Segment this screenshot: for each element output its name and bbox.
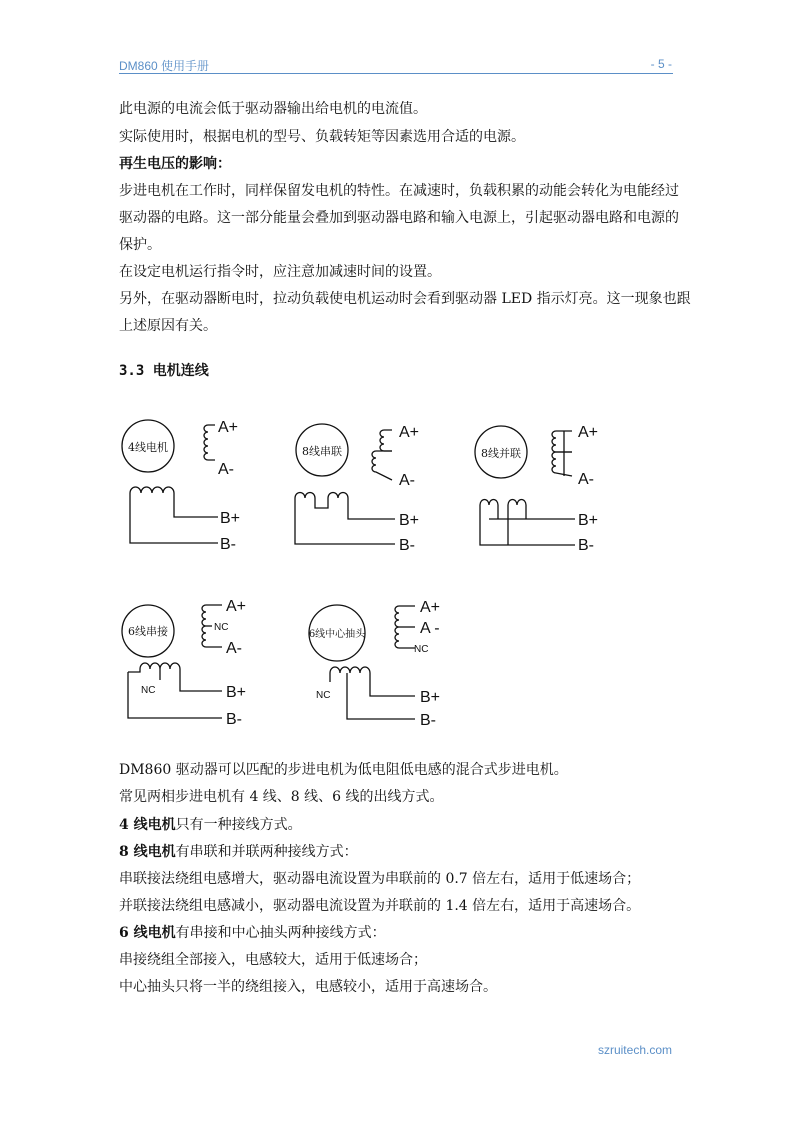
diagram-6-wire-series-label: 6线串接 bbox=[128, 625, 168, 638]
paragraph-line: 中心抽头只将一半的绕组接入，电感较小，适用于高速场合。 bbox=[119, 979, 497, 995]
label-a-plus: A+ bbox=[218, 419, 239, 436]
diagram-6-wire-center-tap-label: 6线中心抽头 bbox=[308, 629, 366, 640]
label-a-minus: A- bbox=[226, 640, 242, 657]
label-b-minus: B- bbox=[578, 537, 594, 554]
paragraph-line bbox=[119, 815, 302, 835]
label-a-plus: A+ bbox=[420, 599, 441, 616]
paragraph-line: 驱动器的电路。这一部分能量会叠加到驱动器电路和输入电源上，引起驱动器电路和电源的 bbox=[119, 210, 679, 226]
footer-website: szruitech.com bbox=[597, 1043, 672, 1057]
paragraph-line: 步进电机在工作时，同样保留发电机的特性。在减速时，负载积累的动能会转化为电能经过 bbox=[119, 183, 679, 199]
diagram-8-wire-parallel-label: 8线并联 bbox=[481, 447, 521, 460]
diagram-6-wire-series bbox=[122, 605, 222, 718]
label-nc: NC bbox=[316, 690, 331, 701]
diagram-4-wire bbox=[122, 420, 218, 543]
label-a-minus: A- bbox=[578, 471, 594, 488]
label-b-minus: B- bbox=[399, 537, 415, 554]
paragraph-line bbox=[119, 923, 386, 943]
paragraph-line: 此电源的电流会低于驱动器输出给电机的电流值。 bbox=[119, 101, 427, 117]
paragraph-line: 上述原因有关。 bbox=[119, 318, 217, 334]
label-a-minus: A- bbox=[399, 472, 415, 489]
paragraph-line: 实际使用时，根据电机的型号、负载转矩等因素选用合适的电源。 bbox=[119, 129, 525, 145]
paragraph-line: 在设定电机运行指令时，应注意加减速时间的设置。 bbox=[119, 264, 441, 280]
label-b-minus: B- bbox=[220, 536, 236, 553]
label-b-plus: B+ bbox=[220, 510, 241, 527]
term-4-wire-desc: 只有一种接线方式。 bbox=[175, 817, 302, 833]
paragraph-line: 常见两相步进电机有 4 线、8 线、6 线的出线方式。 bbox=[119, 789, 444, 805]
diagram-8-wire-parallel bbox=[475, 426, 575, 545]
label-b-minus: B- bbox=[226, 711, 242, 728]
diagram-8-wire-series bbox=[295, 424, 395, 544]
label-nc: NC bbox=[214, 622, 229, 633]
term-4-wire: 4 线电机 bbox=[119, 817, 176, 833]
label-a-plus: A+ bbox=[399, 424, 420, 441]
term-8-wire-desc: 有串联和并联两种接线方式： bbox=[175, 844, 358, 860]
section-title: 3.3 电机连线 bbox=[119, 363, 209, 379]
term-6-wire-desc: 有串接和中心抽头两种接线方式： bbox=[175, 925, 386, 941]
paragraph-line: 另外，在驱动器断电时，拉动负载使电机运动时会看到驱动器 LED 指示灯亮。这一现象也跟 bbox=[119, 291, 691, 307]
paragraph-line: 保护。 bbox=[119, 237, 161, 253]
label-a-minus: A- bbox=[218, 461, 234, 478]
label-a-plus: A+ bbox=[578, 424, 599, 441]
diagram-4-wire-label: 4线电机 bbox=[128, 441, 168, 454]
paragraph-line: 串接绕组全部接入，电感较大，适用于低速场合； bbox=[119, 952, 427, 968]
label-a-minus: A - bbox=[420, 620, 440, 637]
label-a-plus: A+ bbox=[226, 598, 247, 615]
term-8-wire: 8 线电机 bbox=[119, 844, 176, 860]
diagram-6-wire-center-tap bbox=[309, 605, 415, 719]
paragraph-line bbox=[119, 842, 358, 862]
label-b-minus: B- bbox=[420, 712, 436, 729]
label-b-plus: B+ bbox=[420, 689, 441, 706]
header-title: DM860 使用手册 bbox=[119, 59, 210, 73]
term-6-wire: 6 线电机 bbox=[119, 925, 176, 941]
diagram-8-wire-series-label: 8线串联 bbox=[302, 445, 342, 458]
label-nc: NC bbox=[141, 685, 156, 696]
label-nc: NC bbox=[414, 644, 429, 655]
paragraph-line: 并联接法绕组电感减小，驱动器电流设置为并联前的 1.4 倍左右，适用于高速场合。 bbox=[119, 898, 641, 914]
paragraph-line: 串联接法绕组电感增大，驱动器电流设置为串联前的 0.7 倍左右，适用于低速场合； bbox=[119, 871, 641, 887]
paragraph-line: DM860 驱动器可以匹配的步进电机为低电阻低电感的混合式步进电机。 bbox=[119, 762, 568, 778]
subheading-regen: 再生电压的影响： bbox=[119, 156, 231, 172]
label-b-plus: B+ bbox=[578, 512, 599, 529]
label-b-plus: B+ bbox=[226, 684, 247, 701]
page-number: - 5 - bbox=[650, 57, 672, 71]
label-b-plus: B+ bbox=[399, 512, 420, 529]
